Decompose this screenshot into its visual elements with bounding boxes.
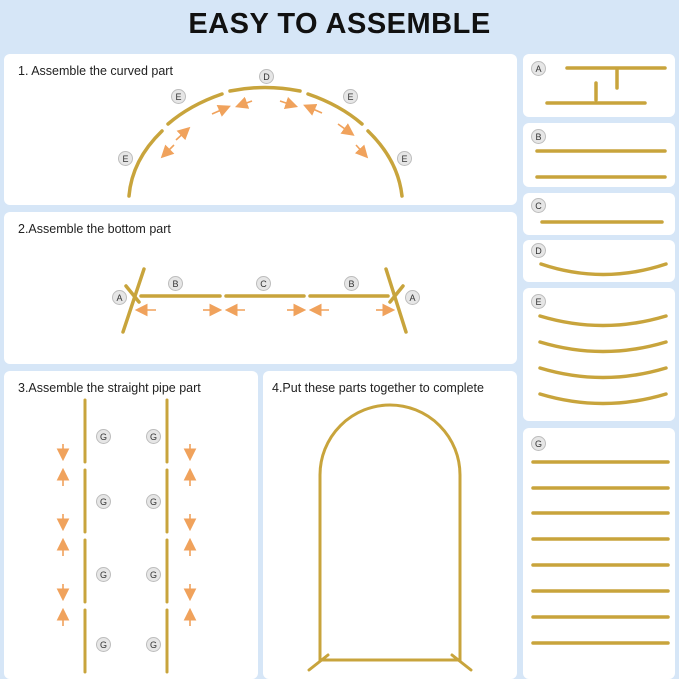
badge-g: G	[146, 567, 161, 582]
curved-part-illustration	[129, 88, 402, 197]
badge-e: E	[171, 89, 186, 104]
badge-e: E	[343, 89, 358, 104]
badge-g: G	[146, 429, 161, 444]
badge-b: B	[344, 276, 359, 291]
straight-pipe-arrows	[63, 444, 190, 626]
badge-g: G	[146, 637, 161, 652]
badge-g: G	[531, 436, 546, 451]
badge-g: G	[96, 429, 111, 444]
badge-a: A	[405, 290, 420, 305]
badge-c: C	[531, 198, 546, 213]
badge-c: C	[256, 276, 271, 291]
badge-g: G	[96, 567, 111, 582]
badge-e: E	[531, 294, 546, 309]
badge-g: G	[96, 494, 111, 509]
part-e-illustration	[540, 316, 666, 404]
step-2-heading: 2.Assemble the bottom part	[18, 222, 171, 236]
complete-arch-illustration	[309, 405, 471, 670]
part-a-illustration	[547, 68, 665, 103]
badge-g: G	[146, 494, 161, 509]
step-3-heading: 3.Assemble the straight pipe part	[18, 381, 201, 395]
step-1-heading: 1. Assemble the curved part	[18, 64, 173, 78]
part-g-illustration	[533, 462, 668, 643]
badge-d: D	[259, 69, 274, 84]
badge-g: G	[96, 637, 111, 652]
page-title: EASY TO ASSEMBLE	[188, 8, 491, 40]
badge-b: B	[531, 129, 546, 144]
badge-e: E	[397, 151, 412, 166]
badge-a: A	[112, 290, 127, 305]
curved-part-arrows	[163, 101, 366, 156]
part-d-illustration	[541, 264, 666, 275]
step-4-heading: 4.Put these parts together to complete	[272, 381, 484, 395]
badge-d: D	[531, 243, 546, 258]
badge-b: B	[168, 276, 183, 291]
part-b-illustration	[537, 151, 665, 177]
badge-e: E	[118, 151, 133, 166]
badge-a: A	[531, 61, 546, 76]
